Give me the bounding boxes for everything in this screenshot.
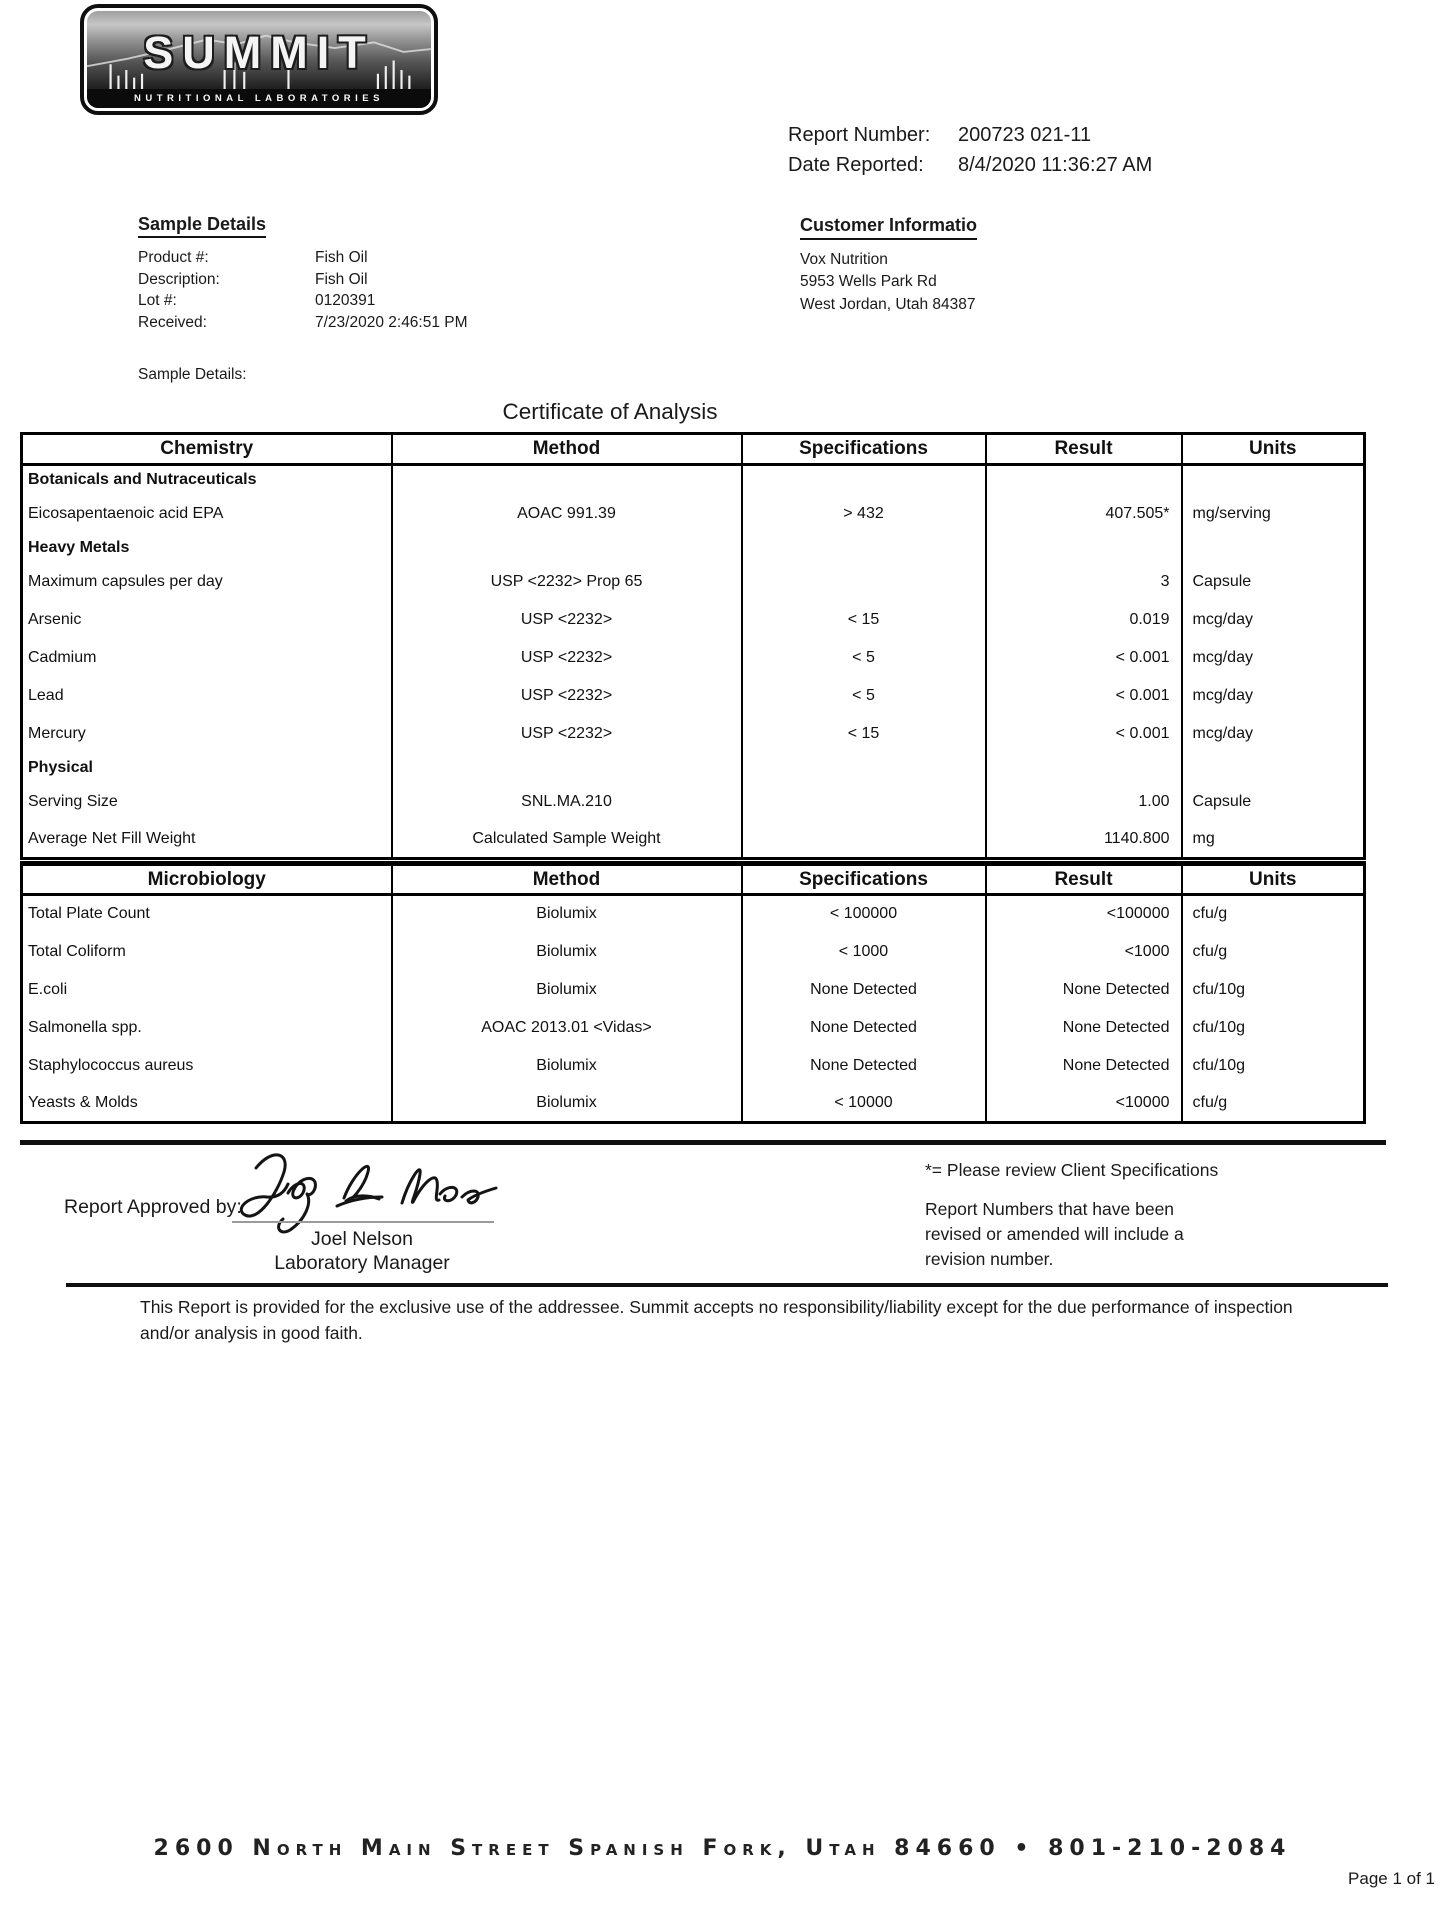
table-cell [742, 821, 986, 859]
table-cell: Physical [22, 753, 392, 783]
table-cell: > 432 [742, 495, 986, 533]
signature-icon [226, 1144, 506, 1240]
table-cell: 1.00 [986, 783, 1182, 821]
column-header: Specifications [742, 864, 986, 895]
table-cell: 0.019 [986, 601, 1182, 639]
table-row [22, 533, 1365, 563]
table-cell: Yeasts & Molds [22, 1085, 392, 1123]
column-header: Method [392, 864, 742, 895]
field-value: 0120391 [315, 292, 376, 309]
customer-line: West Jordan, Utah 84387 [800, 295, 976, 313]
signature-line [232, 1221, 494, 1223]
table-cell: SNL.MA.210 [392, 783, 742, 821]
table-row [22, 677, 1365, 715]
logo-brand-text: SUMMIT [143, 27, 375, 78]
table-cell [392, 533, 742, 563]
microbiology-table [20, 861, 1366, 1124]
table-cell [986, 533, 1182, 563]
customer-line: 5953 Wells Park Rd [800, 273, 937, 290]
table-cell: <1000 [986, 933, 1182, 971]
chemistry-table-body [22, 465, 1365, 859]
table-cell: None Detected [986, 1047, 1182, 1085]
table-cell: cfu/g [1182, 1085, 1365, 1123]
table-cell: None Detected [742, 971, 986, 1009]
signer-title: Laboratory Manager [274, 1252, 450, 1274]
customer-lines [800, 249, 977, 317]
table-cell [392, 465, 742, 495]
table-cell: < 10000 [742, 1085, 986, 1123]
table-row [22, 753, 1365, 783]
table-cell: Staphylococcus aureus [22, 1047, 392, 1085]
divider-rule-top [20, 1140, 1386, 1145]
divider-rule-bottom [66, 1283, 1388, 1287]
sample-details-note: Sample Details: [138, 366, 247, 383]
field-value: Fish Oil [315, 270, 368, 288]
table-row [22, 1047, 1365, 1085]
table-cell [1182, 465, 1365, 495]
table-cell: Maximum capsules per day [22, 563, 392, 601]
column-header: Method [392, 434, 742, 465]
table-cell: cfu/10g [1182, 971, 1365, 1009]
table-cell: Arsenic [22, 601, 392, 639]
customer-info-block [800, 214, 977, 316]
table-cell: USP <2232> [392, 601, 742, 639]
date-reported-value: 8/4/2020 11:36:27 AM [958, 154, 1153, 176]
table-cell: 1140.800 [986, 821, 1182, 859]
table-cell: Biolumix [392, 1047, 742, 1085]
microbiology-table-body [22, 895, 1365, 1123]
table-cell: None Detected [986, 1009, 1182, 1047]
chemistry-table-header [22, 434, 1365, 465]
table-cell [986, 753, 1182, 783]
table-cell: None Detected [742, 1009, 986, 1047]
table-cell: USP <2232> [392, 639, 742, 677]
table-cell: < 0.001 [986, 715, 1182, 753]
page-number: Page 1 of 1 [1348, 1869, 1435, 1888]
sample-field-row [138, 290, 468, 312]
table-cell: AOAC 991.39 [392, 495, 742, 533]
table-row [22, 1009, 1365, 1047]
page-title: Certificate of Analysis [502, 399, 718, 424]
table-cell: Botanicals and Nutraceuticals [22, 465, 392, 495]
table-cell [742, 753, 986, 783]
table-cell [742, 465, 986, 495]
table-cell: USP <2232> [392, 677, 742, 715]
signer-name: Joel Nelson [311, 1228, 413, 1250]
table-cell: None Detected [986, 971, 1182, 1009]
sample-details-block [138, 214, 468, 333]
table-cell: USP <2232> Prop 65 [392, 563, 742, 601]
table-cell: Biolumix [392, 895, 742, 933]
table-cell: mg [1182, 821, 1365, 859]
table-cell: mcg/day [1182, 639, 1365, 677]
table-row [22, 465, 1365, 495]
table-cell: USP <2232> [392, 715, 742, 753]
table-cell: < 100000 [742, 895, 986, 933]
table-cell: Total Plate Count [22, 895, 392, 933]
table-row [22, 933, 1365, 971]
summit-logo [80, 4, 438, 115]
table-row [22, 715, 1365, 753]
table-cell: < 0.001 [986, 639, 1182, 677]
table-row [22, 821, 1365, 859]
table-cell: cfu/g [1182, 933, 1365, 971]
table-row [22, 971, 1365, 1009]
table-cell [1182, 753, 1365, 783]
sample-field-row [138, 269, 468, 291]
field-label: Description: [138, 270, 220, 288]
table-cell [742, 533, 986, 563]
table-cell: Biolumix [392, 1085, 742, 1123]
table-cell [986, 465, 1182, 495]
table-row [22, 563, 1365, 601]
table-cell: E.coli [22, 971, 392, 1009]
table-cell: <100000 [986, 895, 1182, 933]
field-label: Lot #: [138, 292, 177, 309]
sample-field-row [138, 247, 468, 269]
table-cell: Eicosapentaenoic acid EPA [22, 495, 392, 533]
table-cell: Heavy Metals [22, 533, 392, 563]
table-row [22, 601, 1365, 639]
table-cell: Calculated Sample Weight [392, 821, 742, 859]
report-number-label: Report Number: [788, 124, 931, 146]
table-cell: Serving Size [22, 783, 392, 821]
report-approved-by-label: Report Approved by: [64, 1196, 242, 1218]
field-label: Product #: [138, 249, 209, 266]
table-cell: None Detected [742, 1047, 986, 1085]
table-cell: Biolumix [392, 933, 742, 971]
column-header: Units [1182, 434, 1365, 465]
table-cell: mcg/day [1182, 601, 1365, 639]
table-cell: cfu/10g [1182, 1009, 1365, 1047]
table-cell: Mercury [22, 715, 392, 753]
table-cell: Cadmium [22, 639, 392, 677]
table-row [22, 639, 1365, 677]
column-header: Result [986, 434, 1182, 465]
sample-fields [138, 247, 468, 333]
table-cell: cfu/10g [1182, 1047, 1365, 1085]
table-row [22, 783, 1365, 821]
table-cell: Biolumix [392, 971, 742, 1009]
field-value: 7/23/2020 2:46:51 PM [315, 313, 468, 331]
table-cell: mg/serving [1182, 495, 1365, 533]
table-cell: Capsule [1182, 563, 1365, 601]
table-cell: Average Net Fill Weight [22, 821, 392, 859]
revision-note: Report Numbers that have been revised or amended will include a revision number. [925, 1199, 1184, 1269]
table-cell: mcg/day [1182, 677, 1365, 715]
table-cell: <10000 [986, 1085, 1182, 1123]
column-header: Microbiology [22, 864, 392, 895]
report-meta [788, 120, 1152, 180]
table-cell: AOAC 2013.01 <Vidas> [392, 1009, 742, 1047]
column-header: Chemistry [22, 434, 392, 465]
table-row [22, 1085, 1365, 1123]
lab-address: 2600 North Main Street Spanish Fork, Utah 84660 • 801-210-2084 [153, 1836, 1292, 1861]
table-cell: < 5 [742, 639, 986, 677]
table-cell: < 5 [742, 677, 986, 715]
table-cell: 3 [986, 563, 1182, 601]
table-row [22, 895, 1365, 933]
disclaimer-text: This Report is provided for the exclusive use of the addressee. Summit accepts no responsibility/liability except for the due performance of inspection and/or analysis in good faith. [140, 1297, 1293, 1343]
table-cell [742, 563, 986, 601]
customer-info-heading: Customer Informatio [800, 214, 977, 240]
table-cell: mcg/day [1182, 715, 1365, 753]
table-cell: Salmonella spp. [22, 1009, 392, 1047]
sample-field-row [138, 312, 468, 334]
field-label: Received: [138, 313, 207, 331]
date-reported-label: Date Reported: [788, 154, 924, 176]
table-cell: < 1000 [742, 933, 986, 971]
table-cell: Capsule [1182, 783, 1365, 821]
customer-line: Vox Nutrition [800, 250, 888, 268]
logo-tagline: NUTRITIONAL LABORATORIES [87, 89, 431, 108]
table-cell [1182, 533, 1365, 563]
report-number-value: 200723 021-11 [958, 124, 1092, 146]
table-cell: < 0.001 [986, 677, 1182, 715]
column-header: Units [1182, 864, 1365, 895]
column-header: Result [986, 864, 1182, 895]
table-cell [392, 753, 742, 783]
table-cell: Total Coliform [22, 933, 392, 971]
chemistry-table [20, 432, 1366, 860]
table-row [22, 495, 1365, 533]
field-value: Fish Oil [315, 249, 368, 266]
table-cell: Lead [22, 677, 392, 715]
sample-details-heading: Sample Details [138, 214, 266, 238]
table-cell: < 15 [742, 601, 986, 639]
table-cell [742, 783, 986, 821]
column-header: Specifications [742, 434, 986, 465]
summit-logo-art [87, 11, 431, 108]
table-cell: < 15 [742, 715, 986, 753]
microbiology-table-header [22, 864, 1365, 895]
table-cell: cfu/g [1182, 895, 1365, 933]
table-cell: 407.505* [986, 495, 1182, 533]
asterisk-note: *= Please review Client Specifications [925, 1160, 1219, 1180]
